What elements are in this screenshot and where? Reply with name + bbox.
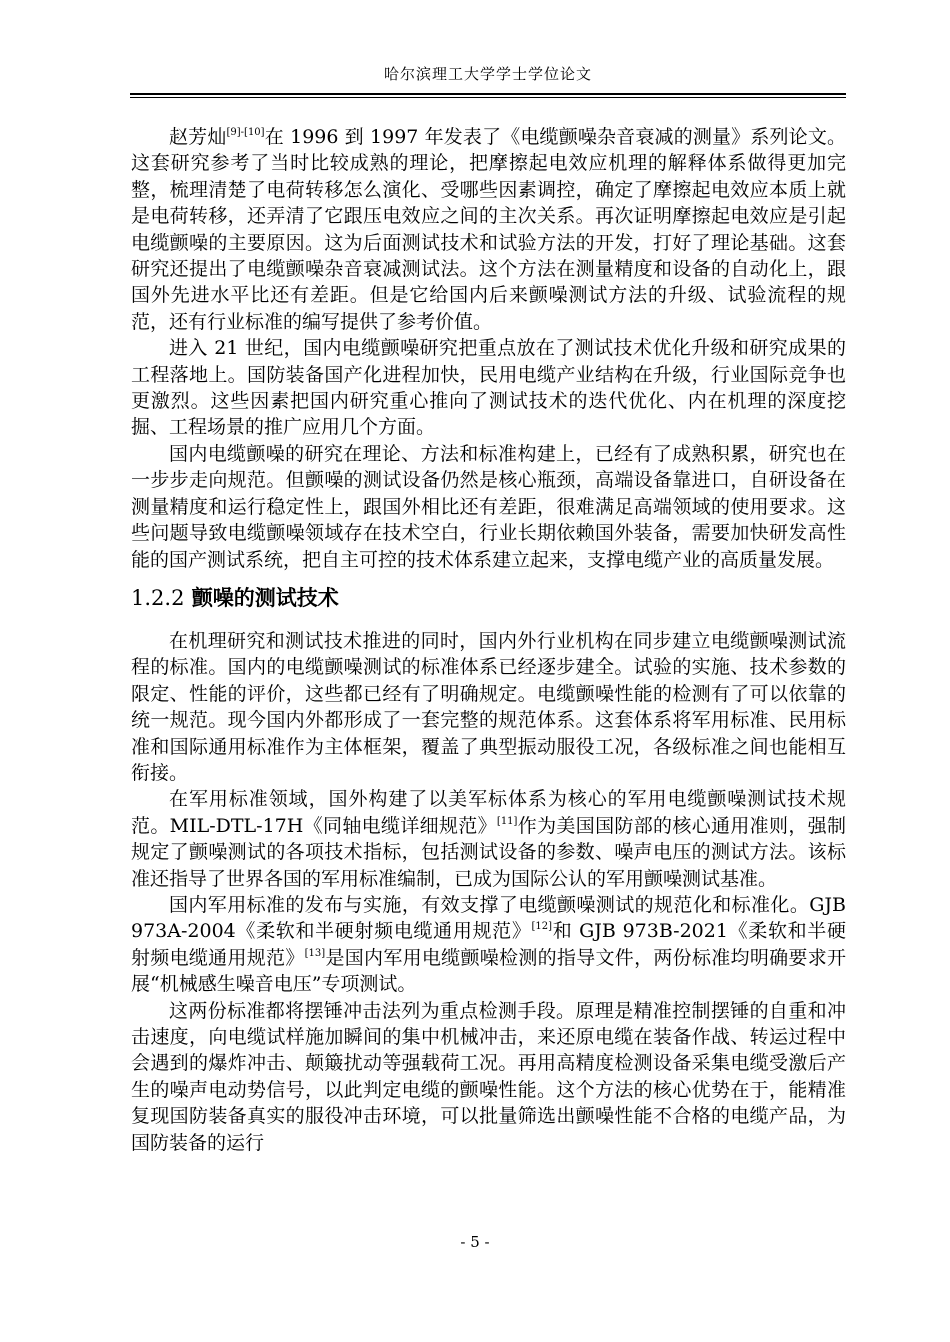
paragraph-text: 这两份标准都将摆锤冲击法列为重点检测手段。原理是精准控制摆锤的自重和冲击速度，向电缆试样施加瞬间的集中机械冲击，来还原电缆在装备作战、转运过程中会遇到的爆炸冲击、颠簸扰动等强载荷工况。再用高精度检测设备采集电缆受激后产生的噪声电动势信号，以此判定电缆的颤噪性能。这个方法的核心优势在于，能精准复现国防装备真实的服役冲击环境，可以批量筛选出颤噪性能不合格的电缆产品，为国防装备的运行 bbox=[131, 999, 846, 1154]
paragraph-text: 和 GJB 973B-2021《柔软和半硬射频电缆通用规范》 bbox=[131, 920, 846, 969]
body-text bbox=[131, 124, 846, 1156]
paragraph-text: 国内军用标准的发布与实施，有效支撑了电缆颤噪测试的规范化和标准化。GJB 973A-2004《柔软和半硬射频电缆通用规范》 bbox=[131, 893, 846, 943]
paragraph bbox=[131, 998, 846, 1156]
paragraph-text: 国内电缆颤噪的研究在理论、方法和标准构建上，已经有了成熟积累，研究也在一步步走向规范。但颤噪的测试设备仍然是核心瓶颈，高端设备靠进口，自研设备在测量精度和运行稳定性上，跟国外相比还有差距，很难满足高端领域的使用要求。这些问题导致电缆颤噪领域存在技术空白，行业长期依赖国外装备，需要加快研发高性能的国产测试系统，把自主可控的技术体系建立起来，支撑电缆产业的高质量发展。 bbox=[131, 442, 846, 571]
section-title: 颤噪的测试技术 bbox=[191, 584, 339, 610]
paragraph-text: 进入 21 世纪，国内电缆颤噪研究把重点放在了测试技术优化升级和研究成果的工程落地上。国防装备国产化进程加快，民用电缆产业结构在升级，行业国际竞争也更激烈。这些因素把国内研究重心推向了测试技术的迭代优化、内在机理的深度挖掘、工程场景的推广应用几个方面。 bbox=[131, 337, 846, 439]
paragraph bbox=[131, 628, 846, 786]
citation-ref: [13] bbox=[304, 947, 326, 959]
section-heading bbox=[131, 584, 846, 612]
paragraph-text: 赵芳灿 bbox=[169, 126, 227, 148]
paragraph-text: 在机理研究和测试技术推进的同时，国内外行业机构在同步建立电缆颤噪测试流程的标准。国内的电缆颤噪测试的标准体系已经逐步建全。试验的实施、技术参数的限定、性能的评价，这些都已经有了明确规定。电缆颤噪性能的检测有了可以依靠的统一规范。现今国内外都形成了一套完整的规范体系。这套体系将军用标准、民用标准和国际通用标准作为主体框架，覆盖了典型振动服役工况，各级标准之间也能相互衔接。 bbox=[131, 629, 846, 784]
paragraph-group-after bbox=[131, 628, 846, 1156]
paragraph-text: 在 1996 到 1997 年发表了《电缆颤噪杂音衰减的测量》系列论文。这套研究参考了当时比较成熟的理论，把摩擦起电效应机理的解释体系做得更加完整，梳理清楚了电荷转移怎么演化、受哪些因素调控，确定了摩擦起电效应本质上就是电荷转移，还弄清了它跟压电效应之间的主次关系。再次证明摩擦起电效应是引起电缆颤噪的主要原因。这为后面测试技术和试验方法的开发，打好了理论基础。这套研究还提出了电缆颤噪杂音衰减测试法。这个方法在测量精度和设备的自动化上，跟国外先进水平比还有差距。但是它给国内后来颤噪测试方法的升级、试验流程的规范，还有行业标准的编写提供了参考价值。 bbox=[131, 126, 846, 333]
paragraph bbox=[131, 786, 846, 892]
page-header: 哈尔滨理工大学学士学位论文 bbox=[383, 65, 592, 83]
citation-ref: [12] bbox=[531, 921, 553, 933]
header-rule bbox=[130, 93, 846, 95]
paragraph bbox=[131, 892, 846, 998]
paragraph-text: 作为美国国防部的核心通用准则，强制规定了颤噪测试的各项技术指标，包括测试设备的参数、噪声电压的测试方法。该标准还指导了世界各国的军用标准编制，已成为国际公认的军用颤噪测试基准。 bbox=[131, 814, 846, 890]
header-rule-thin bbox=[130, 97, 846, 98]
paragraph-text: 在军用标准领域，国外构建了以美军标体系为核心的军用电缆颤噪测试技术规范。MIL-DTL-17H《同轴电缆详细规范》 bbox=[131, 788, 846, 837]
paragraph bbox=[131, 441, 846, 573]
paragraph bbox=[131, 335, 846, 441]
paragraph bbox=[131, 124, 846, 335]
page-number: - 5 - bbox=[460, 1233, 490, 1251]
citation-ref: [9]-[10] bbox=[226, 127, 265, 138]
paragraph-text: 是国内军用电缆颤噪检测的指导文件，两份标准均明确要求开展“机械感生噪音电压”专项测试。 bbox=[131, 946, 846, 996]
paragraph-group-before bbox=[131, 124, 846, 573]
citation-ref: [11] bbox=[496, 815, 518, 827]
section-number: 1.2.2 bbox=[131, 585, 185, 610]
